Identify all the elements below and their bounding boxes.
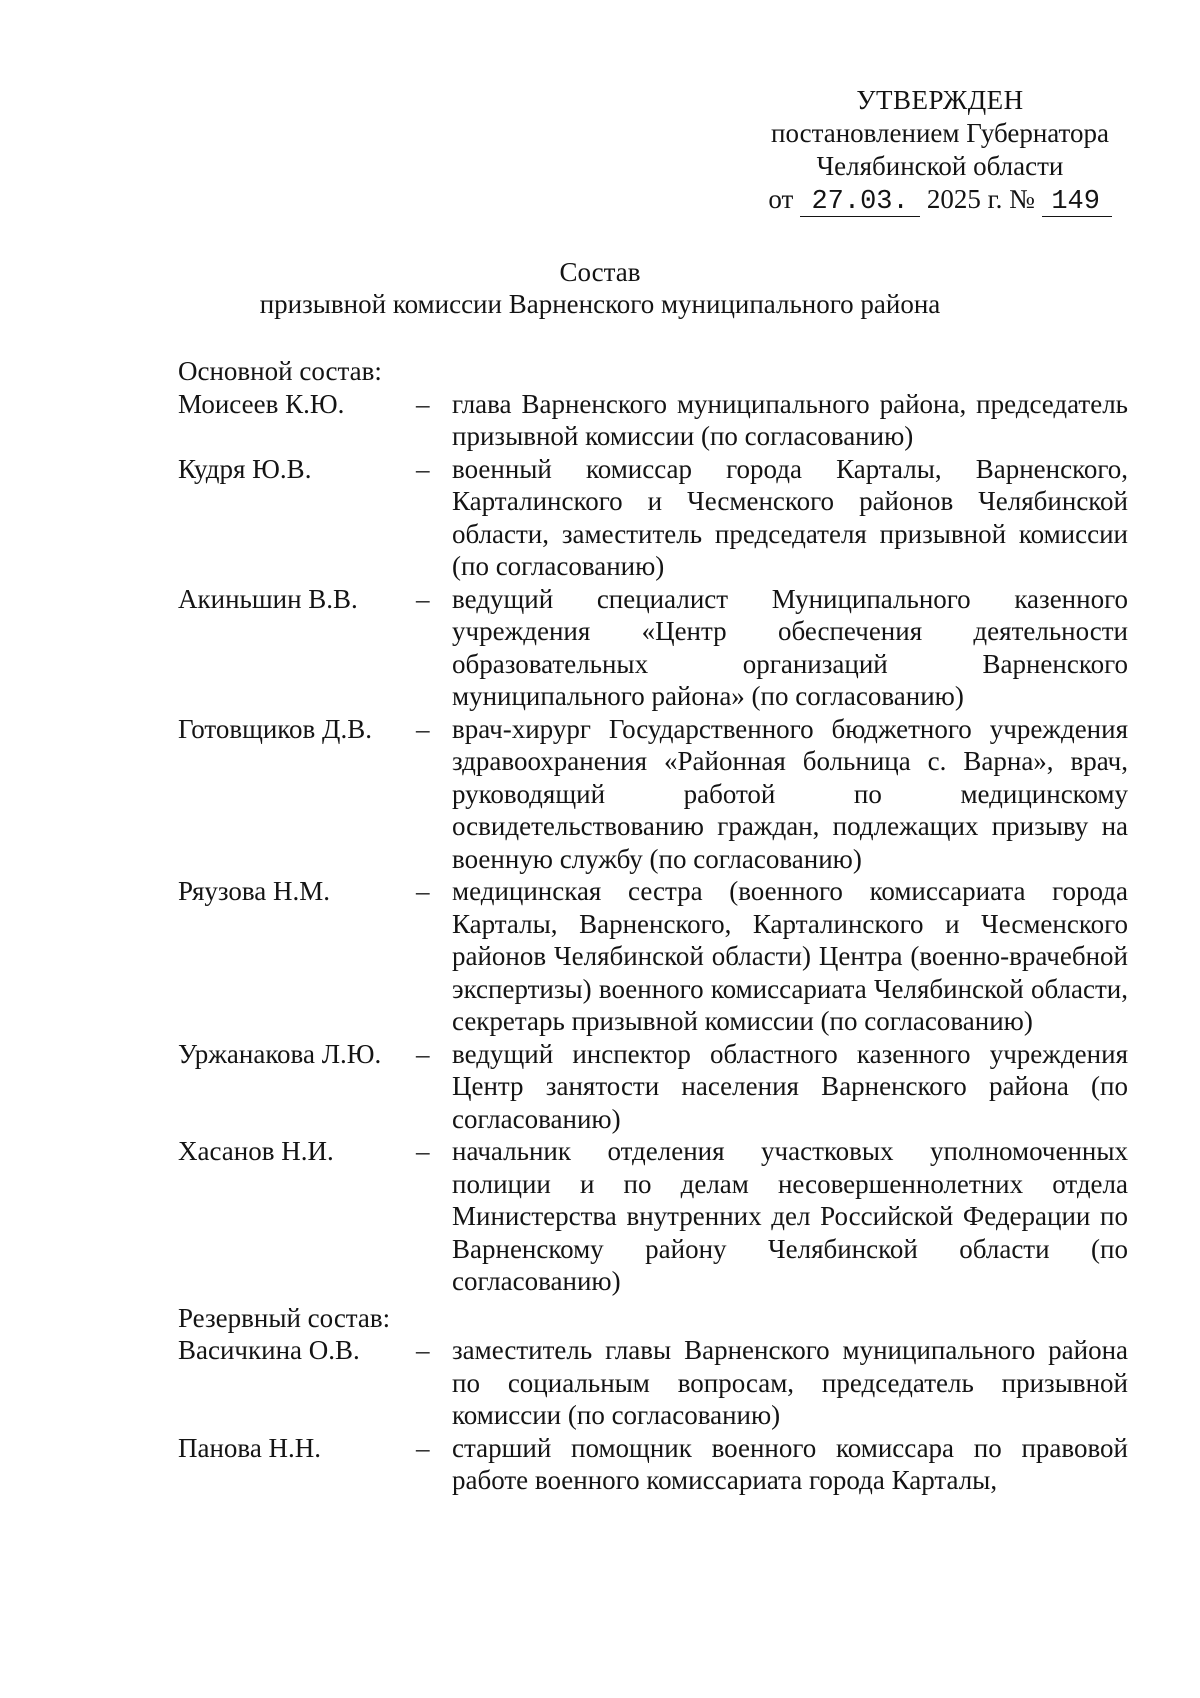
member-position: врач-хирург Государственного бюджетного учреждения здравоохранения «Районная больница с. Варна», врач, руководящий работой по медицинскому освидетельствованию граждан, подлежащих призыву на военную службу (по согласованию) — [452, 713, 1128, 874]
member-row — [178, 713, 1128, 876]
member-dash: – — [416, 1335, 430, 1365]
member-row — [178, 583, 1128, 713]
member-name: Хасанов Н.И. — [178, 1136, 334, 1166]
member-position: глава Варненского муниципального района, председатель призывной комиссии (по согласованию) — [452, 388, 1128, 451]
member-dash: – — [416, 713, 430, 744]
member-dash: – — [416, 1432, 430, 1463]
member-position: военный комиссар города Карталы, Варненского, Карталинского и Чесменского районов Челябинской области, заместитель председателя призывной комиссии (по согласованию) — [452, 453, 1128, 581]
member-row — [178, 453, 1128, 583]
member-name: Кудря Ю.В. — [178, 453, 312, 484]
approval-number: 149 — [1042, 189, 1112, 217]
member-name: Ряузова Н.М. — [178, 876, 331, 906]
member-name: Готовщиков Д.В. — [178, 713, 372, 744]
member-dash: – — [416, 1038, 430, 1069]
commission-roster — [178, 355, 1128, 1497]
member-position: ведущий инспектор областного казенного учреждения Центр занятости населения Варненского района (по согласованию) — [452, 1038, 1128, 1134]
reserve-section-label: Резервный состав: — [178, 1302, 391, 1333]
member-position: ведущий специалист Муниципального казенного учреждения «Центр обеспечения деятельности образовательных организаций Варненского муниципального района» (по согласованию) — [452, 583, 1128, 711]
approval-order-line — [740, 183, 1140, 217]
approval-year-text: 2025 г. № — [926, 184, 1035, 214]
member-row — [178, 388, 1128, 453]
member-dash: – — [416, 583, 430, 614]
member-position: начальник отделения участковых уполномоченных полиции и по делам несовершеннолетних отдела Министерства внутренних дел Российской Федерации по Варненскому району Челябинской области (по согласованию) — [452, 1136, 1128, 1296]
member-name: Уржанакова Л.Ю. — [178, 1038, 382, 1069]
member-row — [178, 1432, 1128, 1497]
member-row — [178, 1038, 1128, 1136]
member-dash: – — [416, 388, 430, 419]
main-section-label: Основной состав: — [178, 356, 382, 386]
member-position: заместитель главы Варненского муниципального района по социальным вопросам, председатель призывной комиссии (по согласованию) — [452, 1335, 1128, 1430]
member-row — [178, 1135, 1128, 1298]
member-dash: – — [416, 453, 430, 484]
approval-stamp-block — [740, 84, 1140, 217]
member-name: Васичкина О.В. — [178, 1335, 360, 1365]
member-name: Акиньшин В.В. — [178, 583, 358, 614]
member-dash: – — [416, 1136, 430, 1166]
approval-heading: УТВЕРЖДЕН — [856, 85, 1024, 115]
member-name: Панова Н.Н. — [178, 1432, 322, 1463]
member-row — [178, 875, 1128, 1038]
approval-line-2: Челябинской области — [816, 151, 1064, 181]
member-dash: – — [416, 876, 430, 906]
approval-line-1: постановлением Губернатора — [771, 118, 1109, 148]
title-line-1: Состав — [559, 257, 641, 287]
member-row — [178, 1334, 1128, 1432]
approval-prefix: от — [768, 184, 794, 214]
member-position: старший помощник военного комиссара по правовой работе военного комиссариата города Карталы, — [452, 1432, 1128, 1495]
title-line-2: призывной комиссии Варненского муниципального района — [259, 289, 941, 319]
member-position: медицинская сестра (военного комиссариата города Карталы, Варненского, Карталинского и Чесменского районов Челябинской области) Центра (военно-врачебной экспертизы) военного комиссариата Челябинской области, секретарь призывной комиссии (по согласованию) — [452, 876, 1128, 1036]
member-name: Моисеев К.Ю. — [178, 388, 345, 419]
approval-date: 27.03. — [800, 189, 920, 217]
document-title — [0, 256, 1200, 320]
